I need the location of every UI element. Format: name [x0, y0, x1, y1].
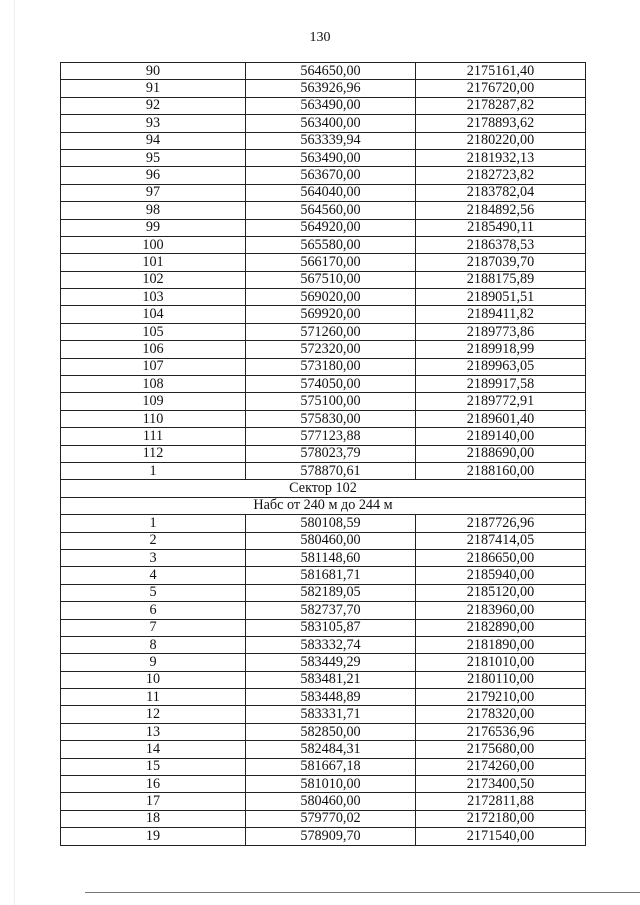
- point-number-cell: 15: [61, 758, 246, 775]
- x-coordinate-cell: 583448,89: [246, 689, 416, 706]
- y-coordinate-cell: 2176536,96: [416, 723, 586, 740]
- point-number-cell: 91: [61, 80, 246, 97]
- x-coordinate-cell: 581148,60: [246, 549, 416, 566]
- point-number-cell: 112: [61, 445, 246, 462]
- table-row: [61, 410, 586, 427]
- table-row: [61, 149, 586, 166]
- table-row: [61, 358, 586, 375]
- table-row: [61, 462, 586, 479]
- table-row: [61, 184, 586, 201]
- y-coordinate-cell: 2189601,40: [416, 410, 586, 427]
- table-row: [61, 132, 586, 149]
- point-number-cell: 102: [61, 271, 246, 288]
- point-number-cell: 111: [61, 428, 246, 445]
- y-coordinate-cell: 2180110,00: [416, 671, 586, 688]
- point-number-cell: 90: [61, 63, 246, 80]
- page-number: 130: [309, 30, 331, 45]
- x-coordinate-cell: 569020,00: [246, 289, 416, 306]
- y-coordinate-cell: 2188160,00: [416, 462, 586, 479]
- point-number-cell: 14: [61, 741, 246, 758]
- x-coordinate-cell: 563339,94: [246, 132, 416, 149]
- scan-edge: [14, 0, 15, 905]
- y-coordinate-cell: 2178320,00: [416, 706, 586, 723]
- x-coordinate-cell: 575100,00: [246, 393, 416, 410]
- y-coordinate-cell: 2188175,89: [416, 271, 586, 288]
- x-coordinate-cell: 563400,00: [246, 115, 416, 132]
- y-coordinate-cell: 2174260,00: [416, 758, 586, 775]
- point-number-cell: 109: [61, 393, 246, 410]
- point-number-cell: 97: [61, 184, 246, 201]
- y-coordinate-cell: 2179210,00: [416, 689, 586, 706]
- point-number-cell: 95: [61, 149, 246, 166]
- y-coordinate-cell: 2185490,11: [416, 219, 586, 236]
- top-rows: [61, 63, 586, 480]
- y-coordinate-cell: 2189917,58: [416, 376, 586, 393]
- y-coordinate-cell: 2186378,53: [416, 236, 586, 253]
- x-coordinate-cell: 572320,00: [246, 341, 416, 358]
- y-coordinate-cell: 2189411,82: [416, 306, 586, 323]
- point-number-cell: 110: [61, 410, 246, 427]
- x-coordinate-cell: 563490,00: [246, 149, 416, 166]
- y-coordinate-cell: 2186650,00: [416, 549, 586, 566]
- point-number-cell: 9: [61, 654, 246, 671]
- point-number-cell: 10: [61, 671, 246, 688]
- x-coordinate-cell: 581010,00: [246, 776, 416, 793]
- table-row: [61, 619, 586, 636]
- x-coordinate-cell: 569920,00: [246, 306, 416, 323]
- table-row: [61, 202, 586, 219]
- height-range: Набс от 240 м до 244 м: [61, 497, 586, 514]
- point-number-cell: 13: [61, 723, 246, 740]
- point-number-cell: 12: [61, 706, 246, 723]
- x-coordinate-cell: 567510,00: [246, 271, 416, 288]
- table-row: [61, 80, 586, 97]
- page-bottom-rule: [85, 892, 640, 893]
- table-row: [61, 758, 586, 775]
- point-number-cell: 4: [61, 567, 246, 584]
- x-coordinate-cell: 563490,00: [246, 97, 416, 114]
- table-row: [61, 810, 586, 827]
- point-number-cell: 99: [61, 219, 246, 236]
- y-coordinate-cell: 2189772,91: [416, 393, 586, 410]
- y-coordinate-cell: 2185120,00: [416, 584, 586, 601]
- sector-title: Сектор 102: [61, 480, 586, 497]
- bottom-rows: [61, 515, 586, 845]
- point-number-cell: 93: [61, 115, 246, 132]
- point-number-cell: 11: [61, 689, 246, 706]
- y-coordinate-cell: 2189773,86: [416, 323, 586, 340]
- table-row: [61, 236, 586, 253]
- y-coordinate-cell: 2183960,00: [416, 602, 586, 619]
- table-row: [61, 776, 586, 793]
- table-row: [61, 393, 586, 410]
- table-row: [61, 289, 586, 306]
- y-coordinate-cell: 2173400,50: [416, 776, 586, 793]
- point-number-cell: 106: [61, 341, 246, 358]
- table-row: [61, 532, 586, 549]
- point-number-cell: 105: [61, 323, 246, 340]
- x-coordinate-cell: 577123,88: [246, 428, 416, 445]
- point-number-cell: 7: [61, 619, 246, 636]
- table-row: [61, 428, 586, 445]
- table-row: [61, 741, 586, 758]
- x-coordinate-cell: 571260,00: [246, 323, 416, 340]
- point-number-cell: 104: [61, 306, 246, 323]
- x-coordinate-cell: 575830,00: [246, 410, 416, 427]
- x-coordinate-cell: 578870,61: [246, 462, 416, 479]
- table-row: [61, 323, 586, 340]
- x-coordinate-cell: 566170,00: [246, 254, 416, 271]
- y-coordinate-cell: 2185940,00: [416, 567, 586, 584]
- y-coordinate-cell: 2181010,00: [416, 654, 586, 671]
- table-row: [61, 636, 586, 653]
- x-coordinate-cell: 574050,00: [246, 376, 416, 393]
- x-coordinate-cell: 582850,00: [246, 723, 416, 740]
- x-coordinate-cell: 582484,31: [246, 741, 416, 758]
- table-row: [61, 341, 586, 358]
- y-coordinate-cell: 2176720,00: [416, 80, 586, 97]
- y-coordinate-cell: 2182890,00: [416, 619, 586, 636]
- table-row: [61, 793, 586, 810]
- point-number-cell: 16: [61, 776, 246, 793]
- table-row: [61, 567, 586, 584]
- table-row: [61, 654, 586, 671]
- x-coordinate-cell: 580108,59: [246, 515, 416, 532]
- table-row: [61, 515, 586, 532]
- y-coordinate-cell: 2183782,04: [416, 184, 586, 201]
- x-coordinate-cell: 581681,71: [246, 567, 416, 584]
- point-number-cell: 92: [61, 97, 246, 114]
- y-coordinate-cell: 2187726,96: [416, 515, 586, 532]
- x-coordinate-cell: 578909,70: [246, 828, 416, 845]
- x-coordinate-cell: 583481,21: [246, 671, 416, 688]
- table-row: [61, 584, 586, 601]
- x-coordinate-cell: 583331,71: [246, 706, 416, 723]
- x-coordinate-cell: 582737,70: [246, 602, 416, 619]
- y-coordinate-cell: 2175680,00: [416, 741, 586, 758]
- point-number-cell: 19: [61, 828, 246, 845]
- point-number-cell: 96: [61, 167, 246, 184]
- table-row: [61, 828, 586, 845]
- table-row: [61, 723, 586, 740]
- y-coordinate-cell: 2181932,13: [416, 149, 586, 166]
- y-coordinate-cell: 2178893,62: [416, 115, 586, 132]
- y-coordinate-cell: 2189051,51: [416, 289, 586, 306]
- y-coordinate-cell: 2188690,00: [416, 445, 586, 462]
- point-number-cell: 3: [61, 549, 246, 566]
- x-coordinate-cell: 582189,05: [246, 584, 416, 601]
- point-number-cell: 107: [61, 358, 246, 375]
- point-number-cell: 5: [61, 584, 246, 601]
- x-coordinate-cell: 573180,00: [246, 358, 416, 375]
- y-coordinate-cell: 2189918,99: [416, 341, 586, 358]
- y-coordinate-cell: 2187414,05: [416, 532, 586, 549]
- x-coordinate-cell: 564920,00: [246, 219, 416, 236]
- coordinates-table: [60, 62, 586, 846]
- point-number-cell: 2: [61, 532, 246, 549]
- y-coordinate-cell: 2172180,00: [416, 810, 586, 827]
- point-number-cell: 94: [61, 132, 246, 149]
- x-coordinate-cell: 583449,29: [246, 654, 416, 671]
- point-number-cell: 6: [61, 602, 246, 619]
- x-coordinate-cell: 563926,96: [246, 80, 416, 97]
- x-coordinate-cell: 564650,00: [246, 63, 416, 80]
- table-row: [61, 706, 586, 723]
- point-number-cell: 18: [61, 810, 246, 827]
- point-number-cell: 100: [61, 236, 246, 253]
- table-row: [61, 602, 586, 619]
- x-coordinate-cell: 583105,87: [246, 619, 416, 636]
- point-number-cell: 1: [61, 462, 246, 479]
- table-row: [61, 445, 586, 462]
- x-coordinate-cell: 565580,00: [246, 236, 416, 253]
- table-row: [61, 549, 586, 566]
- sector-header: [61, 480, 586, 515]
- x-coordinate-cell: 564560,00: [246, 202, 416, 219]
- x-coordinate-cell: 578023,79: [246, 445, 416, 462]
- table-row: [61, 306, 586, 323]
- table-row: [61, 671, 586, 688]
- table-row: [61, 689, 586, 706]
- y-coordinate-cell: 2189140,00: [416, 428, 586, 445]
- y-coordinate-cell: 2181890,00: [416, 636, 586, 653]
- y-coordinate-cell: 2182723,82: [416, 167, 586, 184]
- table-row: [61, 97, 586, 114]
- x-coordinate-cell: 580460,00: [246, 532, 416, 549]
- x-coordinate-cell: 583332,74: [246, 636, 416, 653]
- y-coordinate-cell: 2171540,00: [416, 828, 586, 845]
- table-row: [61, 376, 586, 393]
- point-number-cell: 98: [61, 202, 246, 219]
- y-coordinate-cell: 2187039,70: [416, 254, 586, 271]
- point-number-cell: 17: [61, 793, 246, 810]
- height-range-row: [61, 497, 586, 514]
- y-coordinate-cell: 2180220,00: [416, 132, 586, 149]
- y-coordinate-cell: 2172811,88: [416, 793, 586, 810]
- y-coordinate-cell: 2184892,56: [416, 202, 586, 219]
- x-coordinate-cell: 580460,00: [246, 793, 416, 810]
- table-row: [61, 115, 586, 132]
- point-number-cell: 1: [61, 515, 246, 532]
- y-coordinate-cell: 2189963,05: [416, 358, 586, 375]
- x-coordinate-cell: 564040,00: [246, 184, 416, 201]
- point-number-cell: 108: [61, 376, 246, 393]
- point-number-cell: 8: [61, 636, 246, 653]
- y-coordinate-cell: 2178287,82: [416, 97, 586, 114]
- table-row: [61, 271, 586, 288]
- table-row: [61, 167, 586, 184]
- table-row: [61, 63, 586, 80]
- x-coordinate-cell: 581667,18: [246, 758, 416, 775]
- point-number-cell: 103: [61, 289, 246, 306]
- x-coordinate-cell: 563670,00: [246, 167, 416, 184]
- table-row: [61, 219, 586, 236]
- sector-title-row: [61, 480, 586, 497]
- point-number-cell: 101: [61, 254, 246, 271]
- y-coordinate-cell: 2175161,40: [416, 63, 586, 80]
- table-row: [61, 254, 586, 271]
- x-coordinate-cell: 579770,02: [246, 810, 416, 827]
